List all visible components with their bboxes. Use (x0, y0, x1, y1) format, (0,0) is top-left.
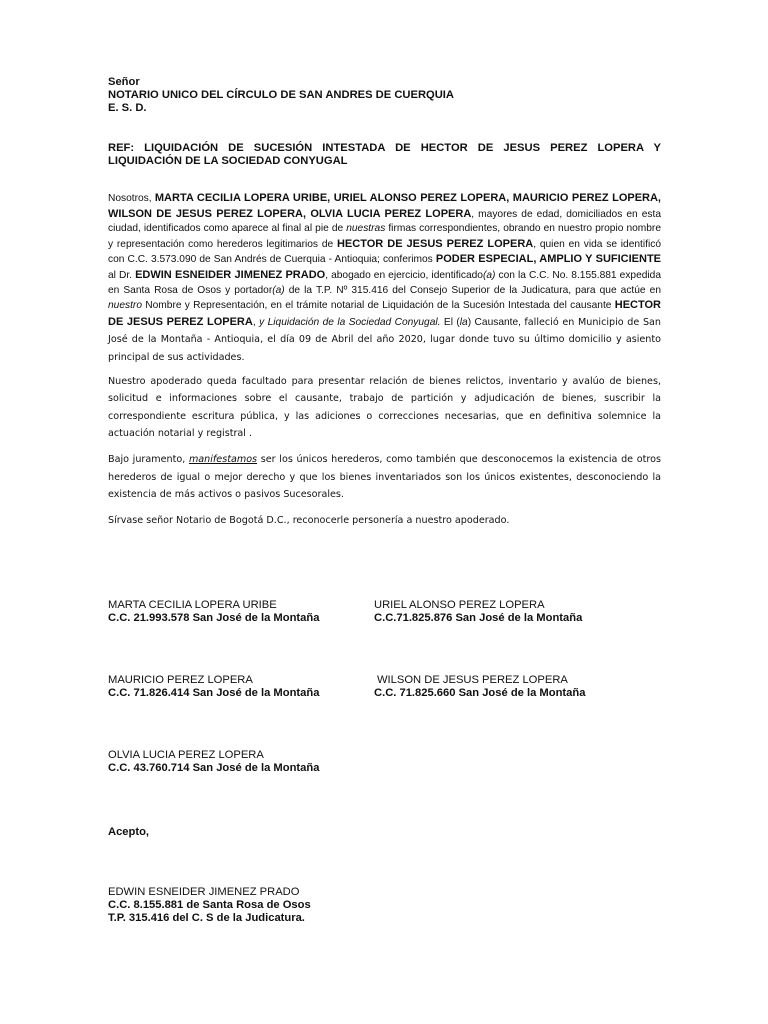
text: , (252, 316, 260, 328)
paragraph-oath (108, 451, 661, 504)
signatory-id: C.C. 71.826.414 San José de la Montaña (108, 687, 320, 699)
text: , mayores de edad, domiciliados en esta ciudad, identificados como aparece al final al pie de (108, 208, 661, 235)
signature-block-5 (108, 749, 319, 775)
text: , quien en vida se identificó con C.C. 3.573.090 de San Andrés de Cuerquia - Antioquia; conferimos (108, 238, 661, 266)
text: Bajo juramento, (108, 453, 189, 465)
esd-line: E. S. D. (108, 102, 147, 114)
signatory-id: C.C. 43.760.714 San José de la Montaña (108, 762, 320, 774)
signatory-name: MARTA CECILIA LOPERA URIBE (108, 599, 277, 611)
attorney-name: EDWIN ESNEIDER JIMENEZ PRADO (135, 268, 326, 281)
signature-block-3 (108, 674, 319, 700)
italic-text: nuestras (346, 223, 386, 235)
deceased-name: HECTOR DE JESUS PEREZ LOPERA (336, 237, 534, 250)
signature-block-1 (108, 599, 319, 625)
signatory-name: MAURICIO PEREZ LOPERA (108, 674, 253, 686)
text: con la C.C. No. 8.155.881 expedida en Santa Rosa de Osos y portador (108, 269, 662, 296)
italic-text: (a) (272, 284, 285, 296)
attorney-id: C.C. 8.155.881 de Santa Rosa de Osos (108, 899, 311, 911)
attorney-name: EDWIN ESNEIDER JIMENEZ PRADO (108, 886, 300, 898)
signatory-id: C.C.71.825.876 San José de la Montaña (374, 612, 583, 624)
text: Nosotros, (108, 193, 155, 204)
recipient: NOTARIO UNICO DEL CÍRCULO DE SAN ANDRES DE CUERQUIA (108, 89, 454, 101)
signatory-name: URIEL ALONSO PEREZ LOPERA (374, 599, 545, 611)
paragraph-request: Sírvase señor Notario de Bogotá D.C., reconocerle personería a nuestro apoderado. (108, 514, 510, 526)
italic-text: nuestro (108, 300, 142, 312)
text: ser los únicos herederos, como también que desconocemos la existencia de otros herederos de igual o mejor derecho y que los bienes inventariados son los únicos existentes, desconociendo la existencia de más activos o pasivos Sucesorales. (108, 453, 661, 501)
paragraph-power-of-attorney (108, 191, 661, 367)
signatory-name: WILSON DE JESUS PEREZ LOPERA (377, 674, 568, 686)
addressee-block (108, 76, 661, 115)
underlined-word: manifestamos (188, 453, 258, 465)
death-place: falleció en Municipio de San José de la Montaña - Antioquia (108, 316, 661, 346)
attorney-tp: T.P. 315.416 del C. S de la Judicatura. (108, 912, 305, 924)
document-body (108, 76, 661, 529)
signatory-name: OLVIA LUCIA PEREZ LOPERA (108, 749, 264, 761)
text: ) Causante, (467, 316, 525, 328)
power-type: PODER ESPECIAL, AMPLIO Y SUFICIENTE (435, 253, 662, 266)
attorney-signature-block (108, 886, 311, 925)
reference-line: REF: LIQUIDACIÓN DE SUCESIÓN INTESTADA DE HECTOR DE JESUS PEREZ LOPERA Y LIQUIDACIÓN DE LA SOCIEDAD CONYUGAL (108, 142, 661, 167)
signature-block-2 (374, 599, 582, 625)
death-details: , el día 09 de Abril del año 2020, lugar donde tuvo su último domicilio y asiento principal de sus actividades. (108, 334, 662, 363)
heirs-names: MARTA CECILIA LOPERA URIBE, URIEL ALONSO PEREZ LOPERA, MAURICIO PEREZ LOPERA, WILSON DE JESUS PEREZ LOPERA, OLVIA LUCIA PEREZ LOPERA (108, 192, 661, 220)
deceased-name: HECTOR DE JESUS PEREZ LOPERA (108, 299, 661, 328)
text: al Dr. (108, 269, 136, 281)
signatory-id: C.C. 71.825.660 San José de la Montaña (374, 687, 586, 699)
italic-text: la (459, 316, 468, 328)
text: firmas correspondientes, obrando en nuestro propio nombre y representación como herederos legitimarios de (108, 223, 661, 250)
signatory-id: C.C. 21.993.578 San José de la Montaña (108, 612, 320, 624)
paragraph-faculties: Nuestro apoderado queda facultado para presentar relación de bienes relictos, inventario y avalúo de bienes, solicitud e informaciones sobre el causante, trabajo de partición y adjudicación de bienes, suscribir la correspondiente escritura pública, y las adiciones o correcciones necesarias, que en definitiva solemnice la actuación notarial y registral . (108, 375, 661, 440)
text: , abogado en ejercicio, identificado (325, 269, 483, 281)
italic-text: (a) (482, 269, 496, 281)
text: Nombre y Representación, en el trámite notarial de Liquidación de la Sucesión Intestada del causante (141, 300, 615, 312)
text: El ( (440, 316, 460, 328)
acceptance-label: Acepto, (108, 826, 150, 838)
salutation: Señor (108, 76, 140, 88)
text: de la T.P. Nº 315.416 del Consejo Superior de la Judicatura, para que actúe en (284, 284, 661, 296)
italic-text: y Liquidación de la Sociedad Conyugal. (259, 316, 441, 328)
signature-block-4 (374, 674, 585, 700)
